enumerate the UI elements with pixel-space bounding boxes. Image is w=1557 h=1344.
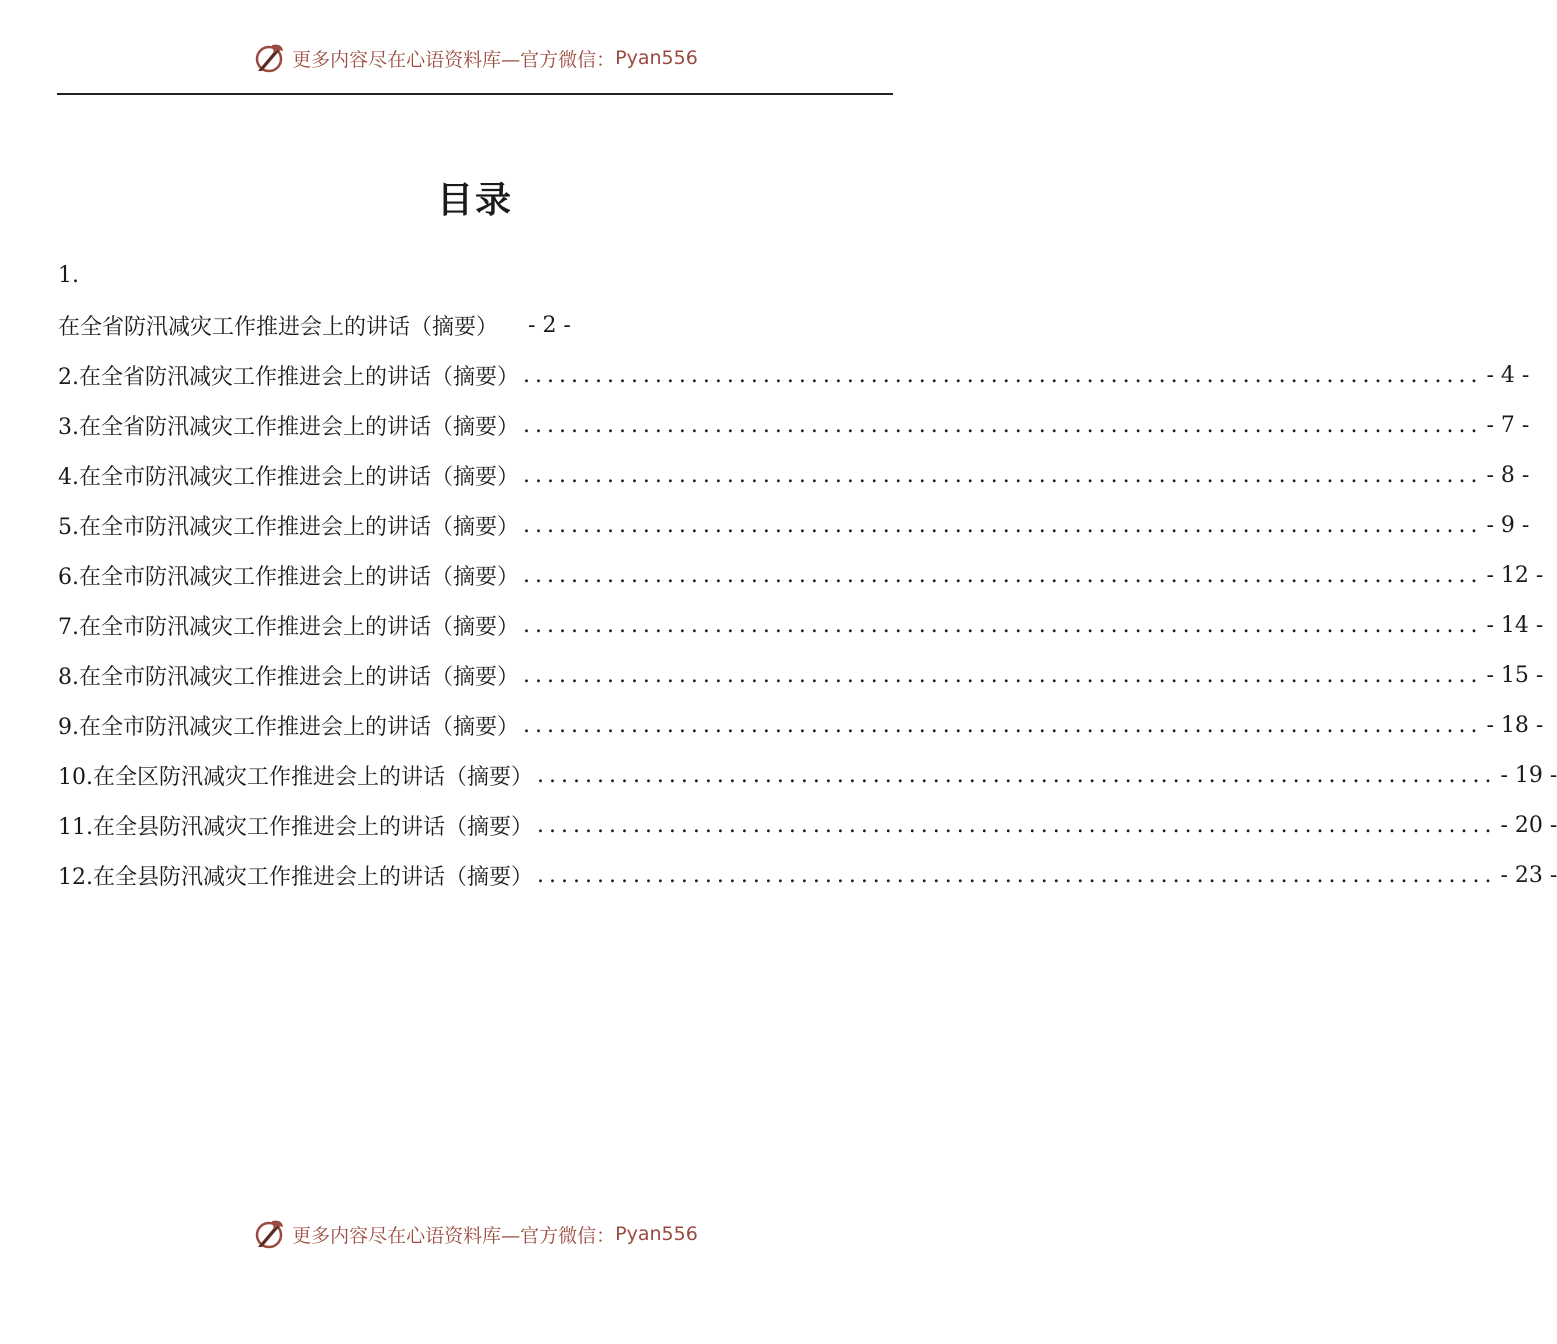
- toc-entry-title: 11.在全县防汛减灾工作推进会上的讲话（摘要）: [58, 814, 533, 840]
- toc-entry[interactable]: [58, 850, 1557, 900]
- toc-entry[interactable]: [58, 800, 1557, 850]
- toc-entry-title: 10.在全区防汛减灾工作推进会上的讲话（摘要）: [58, 764, 533, 790]
- toc-entry-title: 3.在全省防汛减灾工作推进会上的讲话（摘要）: [58, 414, 519, 440]
- page-title: 目录: [436, 179, 513, 221]
- banner-text: 更多内容尽在心语资料库—官方微信：: [292, 48, 616, 71]
- toc-entry-title: 5.在全市防汛减灾工作推进会上的讲话（摘要）: [58, 514, 519, 540]
- toc-page-number: - 19 -: [1500, 762, 1557, 788]
- toc-entry[interactable]: [58, 750, 1557, 800]
- toc-entry[interactable]: [58, 450, 1530, 500]
- wechat-id: Pyan556: [615, 47, 698, 69]
- toc-entry[interactable]: [58, 700, 1544, 750]
- toc-entry-title: 8.在全市防汛减灾工作推进会上的讲话（摘要）: [58, 664, 519, 690]
- toc-entry[interactable]: [58, 650, 1544, 700]
- toc-leader-dots: ................................................................................: [537, 862, 1497, 888]
- toc-leader-dots: ................................................................................: [523, 562, 1483, 588]
- toc-page-number: - 4 -: [1486, 362, 1530, 388]
- toc-leader-dots: ................................................................................: [523, 712, 1483, 738]
- toc-leader-dots: ................................................................................: [537, 762, 1497, 788]
- toc-page-number: - 2 -: [528, 312, 571, 338]
- toc-page-number: - 12 -: [1486, 562, 1544, 588]
- banner-text: 更多内容尽在心语资料库—官方微信：: [292, 1224, 616, 1247]
- footer-banner: [0, 1214, 950, 1254]
- toc-leader-dots: ................................................................................: [523, 512, 1483, 538]
- toc-entry[interactable]: [58, 400, 1530, 450]
- toc-leader-dots: ................................................................................: [523, 362, 1483, 388]
- wechat-id: Pyan556: [615, 1223, 698, 1245]
- toc-entry-title: 7.在全市防汛减灾工作推进会上的讲话（摘要）: [58, 614, 519, 640]
- toc-page-number: - 20 -: [1500, 812, 1557, 838]
- toc-leader-dots: ................................................................................: [523, 412, 1483, 438]
- toc-entry[interactable]: [58, 300, 894, 350]
- toc-entry[interactable]: [58, 550, 1544, 600]
- toc-page-number: - 14 -: [1486, 612, 1544, 638]
- toc-page-number: - 23 -: [1500, 862, 1557, 888]
- toc-entry[interactable]: [58, 350, 1530, 400]
- toc-entry-title: 12.在全县防汛减灾工作推进会上的讲话（摘要）: [58, 864, 533, 890]
- toc-page-number: - 9 -: [1486, 512, 1530, 538]
- toc-entry-title: 9.在全市防汛减灾工作推进会上的讲话（摘要）: [58, 714, 519, 740]
- toc-entry-title: 6.在全市防汛减灾工作推进会上的讲话（摘要）: [58, 564, 519, 590]
- table-of-contents: [58, 250, 1557, 900]
- toc-page-number: - 18 -: [1486, 712, 1544, 738]
- toc-entry-title: 1.: [58, 262, 79, 288]
- quill-pen-logo-icon: [252, 41, 286, 75]
- toc-leader-dots: ................................................................................: [523, 462, 1483, 488]
- toc-page-number: - 8 -: [1486, 462, 1530, 488]
- header-rule: [57, 93, 893, 95]
- header-banner: [0, 38, 950, 78]
- toc-entry[interactable]: [58, 250, 894, 300]
- toc-entry[interactable]: [58, 500, 1530, 550]
- toc-entry-title: 2.在全省防汛减灾工作推进会上的讲话（摘要）: [58, 364, 519, 390]
- toc-page-number: - 15 -: [1486, 662, 1544, 688]
- toc-leader-dots: ................................................................................: [537, 812, 1497, 838]
- toc-leader-dots: ................................................................................: [523, 662, 1483, 688]
- toc-entry[interactable]: [58, 600, 1544, 650]
- toc-page-number: - 7 -: [1486, 412, 1530, 438]
- toc-entry-title: 4.在全市防汛减灾工作推进会上的讲话（摘要）: [58, 464, 519, 490]
- quill-pen-logo-icon: [252, 1217, 286, 1251]
- toc-leader-dots: ................................................................................: [523, 612, 1483, 638]
- toc-entry-title: 在全省防汛减灾工作推进会上的讲话（摘要）: [58, 314, 499, 340]
